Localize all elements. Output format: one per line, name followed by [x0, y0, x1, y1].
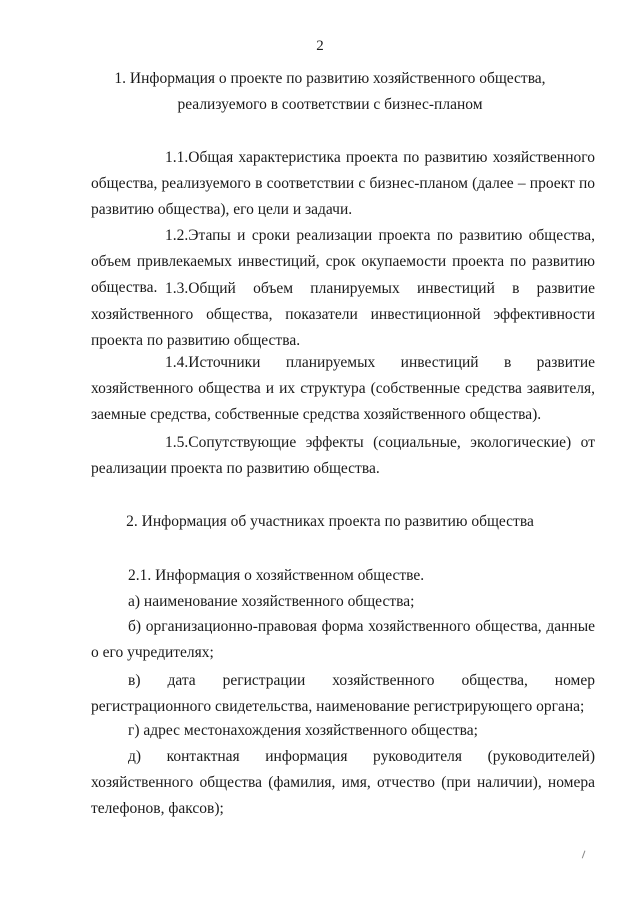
list-item-a: а) наименование хозяйственного общества;	[128, 593, 415, 610]
paragraph-number: 1.2.	[165, 227, 189, 244]
paragraph-text: Общий объем планируемых инвестиций в развитие хозяйственного общества, показатели инвестиционной эффективности проекта по развитию общества.	[91, 280, 595, 349]
paragraph-number: 1.1.	[165, 149, 189, 166]
scan-mark	[582, 851, 588, 860]
paragraph-number: 1.5.	[165, 434, 189, 451]
section-1-title	[60, 66, 600, 118]
paragraph-number: 1.4.	[165, 354, 189, 371]
page-number: 2	[316, 38, 324, 54]
paragraph-text: Сопутствующие эффекты (социальные, экологические) от реализации проекта по развитию общества.	[91, 434, 595, 477]
paragraph-1-4	[91, 350, 595, 428]
list-item-d: д) контактная информация руководителя (руководителей) хозяйственного общества (фамилия, имя, отчество (при наличии), номера телефонов, факсов);	[91, 748, 595, 817]
paragraph-text: Этапы и сроки реализации проекта по развитию общества, объем привлекаемых инвестиций, срок окупаемости проекта по развитию общества.	[91, 227, 595, 296]
list-item-g: г) адрес местонахождения хозяйственного общества;	[128, 722, 478, 739]
paragraph-text: Источники планируемых инвестиций в развитие хозяйственного общества и их структура (собственные средства заявителя, заемные средства, собственные средства хозяйственного общества).	[91, 354, 595, 423]
paragraph-1-3	[91, 276, 595, 354]
list-item-b: б) организационно-правовая форма хозяйственного общества, данные о его учредителях;	[91, 618, 595, 661]
paragraph-text: Общая характеристика проекта по развитию хозяйственного общества, реализуемого в соответствии с бизнес-планом (далее – проект по развитию общества), его цели и задачи.	[91, 149, 595, 218]
paragraph-1-1	[91, 145, 595, 223]
section-1-title-line-1: 1. Информация о проекте по развитию хозяйственного общества,	[114, 70, 546, 87]
section-1-title-line-2: реализуемого в соответствии с бизнес-планом	[177, 96, 483, 113]
paragraph-2-1: 2.1. Информация о хозяйственном обществе.	[128, 567, 425, 584]
paragraph-number: 1.3.	[165, 280, 189, 297]
section-2-title: 2. Информация об участниках проекта по развитию общества	[126, 513, 534, 530]
list-item-v: в) дата регистрации хозяйственного общества, номер регистрационного свидетельства, наименование регистрирующего органа;	[91, 672, 595, 715]
paragraph-1-5	[91, 430, 595, 482]
